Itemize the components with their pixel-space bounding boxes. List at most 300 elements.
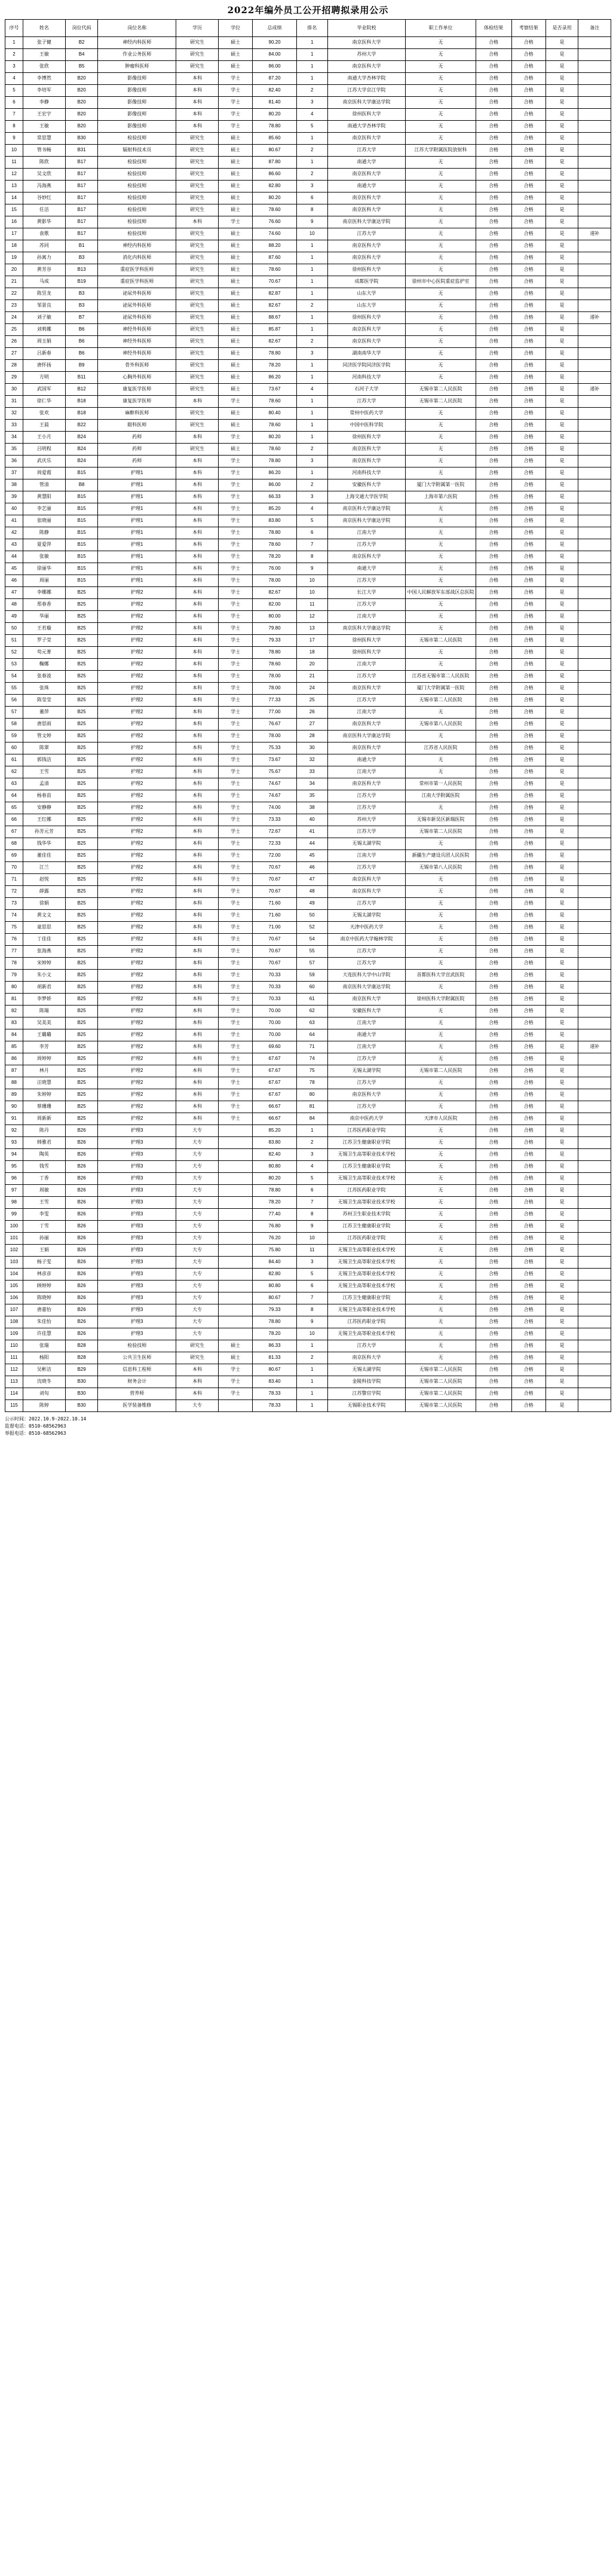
table-row (5, 958, 611, 970)
cell-inspection-result: 合格 (511, 300, 545, 312)
cell-hired: 是 (545, 49, 578, 61)
cell-remark (578, 324, 611, 336)
cell-remark (578, 719, 611, 731)
cell-remark (578, 1352, 611, 1364)
cell-medical-result: 合格 (476, 946, 511, 958)
cell-index: 85 (5, 1041, 23, 1053)
cell-inspection-result: 合格 (511, 826, 545, 838)
cell-remark (578, 551, 611, 563)
cell-rank: 41 (296, 826, 327, 838)
cell-name: 方明 (23, 372, 65, 384)
cell-index: 19 (5, 252, 23, 264)
cell-education: 研究生 (176, 49, 219, 61)
cell-medical-result: 合格 (476, 719, 511, 731)
cell-degree: 学士 (219, 551, 253, 563)
cell-post-code: B24 (65, 432, 98, 444)
cell-school: 江苏大学京江学院 (327, 85, 406, 97)
cell-education: 研究生 (176, 133, 219, 145)
cell-medical-result: 合格 (476, 420, 511, 432)
cell-work-unit: 无 (406, 731, 476, 742)
cell-post-name: 康复医学医师 (98, 384, 176, 396)
cell-total-score: 79.33 (253, 635, 297, 647)
cell-inspection-result: 合格 (511, 133, 545, 145)
cell-remark (578, 408, 611, 420)
cell-hired: 是 (545, 467, 578, 479)
cell-index: 96 (5, 1173, 23, 1185)
cell-degree: 硕士 (219, 336, 253, 348)
cell-post-code: B30 (65, 1400, 98, 1412)
cell-inspection-result: 合格 (511, 683, 545, 695)
cell-inspection-result: 合格 (511, 1281, 545, 1292)
cell-post-name: 护理1 (98, 503, 176, 515)
cell-rank: 7 (296, 1292, 327, 1304)
cell-education: 本科 (176, 1101, 219, 1113)
cell-post-code: B15 (65, 503, 98, 515)
cell-remark (578, 1017, 611, 1029)
cell-education: 本科 (176, 814, 219, 826)
cell-total-score: 81.33 (253, 1352, 297, 1364)
cell-education: 本科 (176, 611, 219, 623)
cell-work-unit: 无 (406, 1101, 476, 1113)
cell-education: 本科 (176, 719, 219, 731)
cell-index: 102 (5, 1245, 23, 1257)
cell-hired: 是 (545, 742, 578, 754)
cell-medical-result: 合格 (476, 683, 511, 695)
cell-remark (578, 1149, 611, 1161)
cell-rank: 13 (296, 623, 327, 635)
cell-post-code: B25 (65, 934, 98, 946)
cell-name: 孟清 (23, 778, 65, 790)
cell-index: 5 (5, 85, 23, 97)
cell-total-score: 87.60 (253, 252, 297, 264)
cell-school: 南京医科大学康达学院 (327, 982, 406, 994)
cell-post-code: B25 (65, 1006, 98, 1017)
cell-post-name: 护理2 (98, 671, 176, 683)
cell-rank: 9 (296, 1221, 327, 1233)
cell-school: 同济医学院同济医学院 (327, 360, 406, 372)
cell-degree: 硕士 (219, 372, 253, 384)
cell-medical-result: 合格 (476, 587, 511, 599)
cell-post-code: B11 (65, 372, 98, 384)
cell-inspection-result: 合格 (511, 1352, 545, 1364)
cell-degree: 学士 (219, 802, 253, 814)
cell-medical-result: 合格 (476, 1400, 511, 1412)
cell-education: 本科 (176, 671, 219, 683)
cell-post-code: B25 (65, 838, 98, 850)
cell-name: 常思慧 (23, 133, 65, 145)
cell-degree: 学士 (219, 1364, 253, 1376)
cell-work-unit: 无 (406, 1041, 476, 1053)
cell-school: 南京医科大学康达学院 (327, 216, 406, 228)
cell-degree: 学士 (219, 503, 253, 515)
table-row (5, 252, 611, 264)
cell-post-code: B13 (65, 264, 98, 276)
cell-school: 江苏大学 (327, 228, 406, 240)
cell-inspection-result: 合格 (511, 958, 545, 970)
cell-work-unit: 无 (406, 1149, 476, 1161)
cell-education: 本科 (176, 623, 219, 635)
cell-medical-result: 合格 (476, 539, 511, 551)
cell-rank: 84 (296, 1113, 327, 1125)
cell-post-name: 护理1 (98, 467, 176, 479)
cell-post-name: 麻醉科医师 (98, 408, 176, 420)
cell-remark (578, 1316, 611, 1328)
cell-remark (578, 1304, 611, 1316)
cell-post-name: 护理2 (98, 898, 176, 910)
cell-name: 刘旬 (23, 1388, 65, 1400)
cell-work-unit: 无锡市第二人民医院 (406, 1376, 476, 1388)
cell-remark (578, 97, 611, 109)
cell-remark (578, 37, 611, 49)
cell-school: 江南大学 (327, 707, 406, 719)
cell-hired: 是 (545, 910, 578, 922)
cell-inspection-result: 合格 (511, 420, 545, 432)
cell-rank: 55 (296, 946, 327, 958)
table-row (5, 133, 611, 145)
table-row (5, 336, 611, 348)
cell-education: 本科 (176, 695, 219, 707)
cell-medical-result: 合格 (476, 133, 511, 145)
cell-hired: 是 (545, 922, 578, 934)
cell-school: 南京医科大学 (327, 169, 406, 181)
cell-education: 本科 (176, 1376, 219, 1388)
cell-name: 郑春香 (23, 599, 65, 611)
cell-remark (578, 432, 611, 444)
cell-rank: 75 (296, 1065, 327, 1077)
cell-index: 17 (5, 228, 23, 240)
cell-school: 南京医科大学康达学院 (327, 623, 406, 635)
cell-rank: 20 (296, 659, 327, 671)
cell-total-score: 76.20 (253, 1233, 297, 1245)
cell-post-name: 护理2 (98, 1029, 176, 1041)
cell-education: 本科 (176, 1017, 219, 1029)
cell-school: 上海交通大学医学院 (327, 491, 406, 503)
cell-remark (578, 922, 611, 934)
cell-medical-result: 合格 (476, 695, 511, 707)
cell-total-score: 79.33 (253, 1304, 297, 1316)
cell-medical-result: 合格 (476, 623, 511, 635)
cell-index: 16 (5, 216, 23, 228)
cell-name: 武庆乐 (23, 456, 65, 467)
cell-hired: 是 (545, 1077, 578, 1089)
cell-inspection-result: 合格 (511, 1197, 545, 1209)
cell-rank: 59 (296, 970, 327, 982)
cell-post-code: B25 (65, 994, 98, 1006)
cell-inspection-result: 合格 (511, 37, 545, 49)
cell-hired: 是 (545, 1340, 578, 1352)
recruitment-results-table (5, 19, 611, 1412)
cell-post-code: B26 (65, 1316, 98, 1328)
cell-school: 南京医科大学康达学院 (327, 503, 406, 515)
table-row (5, 1221, 611, 1233)
cell-post-code: B22 (65, 420, 98, 432)
cell-index: 47 (5, 587, 23, 599)
cell-degree: 学士 (219, 491, 253, 503)
cell-medical-result: 合格 (476, 575, 511, 587)
cell-medical-result: 合格 (476, 671, 511, 683)
cell-inspection-result: 合格 (511, 1400, 545, 1412)
cell-medical-result: 合格 (476, 1077, 511, 1089)
cell-post-name: 护理3 (98, 1257, 176, 1269)
cell-hired: 是 (545, 958, 578, 970)
cell-school: 中国中医科学院 (327, 420, 406, 432)
cell-total-score: 70.67 (253, 946, 297, 958)
cell-medical-result: 合格 (476, 288, 511, 300)
cell-school: 江苏卫生健康职业学院 (327, 1292, 406, 1304)
cell-medical-result: 合格 (476, 300, 511, 312)
cell-degree: 学士 (219, 73, 253, 85)
cell-index: 69 (5, 850, 23, 862)
cell-post-code: B25 (65, 1053, 98, 1065)
cell-index: 68 (5, 838, 23, 850)
cell-education: 本科 (176, 515, 219, 527)
cell-work-unit: 无 (406, 372, 476, 384)
cell-hired: 是 (545, 61, 578, 73)
cell-inspection-result: 合格 (511, 444, 545, 456)
cell-index: 30 (5, 384, 23, 396)
cell-remark (578, 1209, 611, 1221)
table-row (5, 228, 611, 240)
cell-work-unit: 无 (406, 192, 476, 204)
cell-post-code: B17 (65, 204, 98, 216)
cell-medical-result: 合格 (476, 456, 511, 467)
cell-medical-result: 合格 (476, 324, 511, 336)
cell-total-score: 88.67 (253, 312, 297, 324)
cell-post-code: B15 (65, 515, 98, 527)
cell-inspection-result: 合格 (511, 1257, 545, 1269)
table-row (5, 1316, 611, 1328)
cell-school: 江苏大学 (327, 826, 406, 838)
cell-index: 73 (5, 898, 23, 910)
cell-school: 无锡卫生高等职业技术学校 (327, 1173, 406, 1185)
cell-total-score: 76.80 (253, 1221, 297, 1233)
cell-total-score: 82.40 (253, 85, 297, 97)
cell-index: 108 (5, 1316, 23, 1328)
cell-index: 10 (5, 145, 23, 157)
cell-work-unit: 无 (406, 563, 476, 575)
cell-rank: 24 (296, 683, 327, 695)
cell-index: 110 (5, 1340, 23, 1352)
cell-degree: 学士 (219, 683, 253, 695)
cell-remark (578, 240, 611, 252)
cell-degree: 学士 (219, 934, 253, 946)
cell-education: 本科 (176, 1029, 219, 1041)
cell-education: 大专 (176, 1173, 219, 1185)
cell-education: 研究生 (176, 336, 219, 348)
cell-index: 8 (5, 121, 23, 133)
cell-post-code: B25 (65, 886, 98, 898)
cell-name: 李芳 (23, 1041, 65, 1053)
cell-rank: 3 (296, 456, 327, 467)
cell-inspection-result: 合格 (511, 934, 545, 946)
cell-medical-result: 合格 (476, 515, 511, 527)
cell-rank: 26 (296, 707, 327, 719)
cell-name: 董萍 (23, 707, 65, 719)
cell-hired: 是 (545, 216, 578, 228)
cell-name: 林彦彦 (23, 1269, 65, 1281)
cell-index: 105 (5, 1281, 23, 1292)
cell-remark (578, 1089, 611, 1101)
cell-inspection-result: 合格 (511, 946, 545, 958)
table-row (5, 396, 611, 408)
cell-post-name: 药师 (98, 444, 176, 456)
cell-rank: 1 (296, 408, 327, 420)
cell-hired: 是 (545, 1149, 578, 1161)
cell-degree: 硕士 (219, 324, 253, 336)
cell-post-code: B20 (65, 109, 98, 121)
cell-name: 薛露 (23, 886, 65, 898)
cell-name: 周婷婷 (23, 1053, 65, 1065)
cell-name: 林月 (23, 1065, 65, 1077)
cell-degree: 学士 (219, 910, 253, 922)
cell-rank: 1 (296, 157, 327, 169)
cell-index: 29 (5, 372, 23, 384)
cell-index: 53 (5, 659, 23, 671)
table-row (5, 766, 611, 778)
cell-rank: 10 (296, 587, 327, 599)
table-row (5, 300, 611, 312)
table-row (5, 1340, 611, 1352)
cell-index: 112 (5, 1364, 23, 1376)
cell-index: 14 (5, 192, 23, 204)
cell-education: 本科 (176, 982, 219, 994)
cell-medical-result: 合格 (476, 73, 511, 85)
cell-work-unit: 无 (406, 1125, 476, 1137)
cell-name: 朱佳怡 (23, 1316, 65, 1328)
cell-total-score: 86.20 (253, 467, 297, 479)
cell-post-name: 护理2 (98, 802, 176, 814)
table-row (5, 61, 611, 73)
cell-degree: 硕士 (219, 1352, 253, 1364)
cell-medical-result: 合格 (476, 1029, 511, 1041)
cell-post-name: 护理2 (98, 1006, 176, 1017)
cell-hired: 是 (545, 1352, 578, 1364)
cell-education: 本科 (176, 479, 219, 491)
cell-inspection-result: 合格 (511, 1328, 545, 1340)
cell-rank: 8 (296, 1304, 327, 1316)
table-row (5, 1125, 611, 1137)
cell-remark (578, 1029, 611, 1041)
cell-index: 43 (5, 539, 23, 551)
cell-rank: 38 (296, 802, 327, 814)
cell-medical-result: 合格 (476, 1101, 511, 1113)
table-row (5, 503, 611, 515)
table-row (5, 994, 611, 1006)
cell-degree: 学士 (219, 994, 253, 1006)
table-row (5, 1053, 611, 1065)
cell-total-score: 78.60 (253, 659, 297, 671)
cell-education: 研究生 (176, 240, 219, 252)
cell-education: 大专 (176, 1269, 219, 1281)
cell-post-code: B20 (65, 97, 98, 109)
cell-hired: 是 (545, 563, 578, 575)
cell-inspection-result: 合格 (511, 910, 545, 922)
cell-post-code: B25 (65, 850, 98, 862)
cell-degree: 学士 (219, 121, 253, 133)
cell-education: 本科 (176, 898, 219, 910)
cell-education: 本科 (176, 707, 219, 719)
cell-degree: 学士 (219, 695, 253, 707)
cell-index: 32 (5, 408, 23, 420)
cell-post-code: B26 (65, 1328, 98, 1340)
cell-hired: 是 (545, 157, 578, 169)
cell-school: 南京医科大学 (327, 886, 406, 898)
cell-degree: 学士 (219, 970, 253, 982)
cell-post-name: 护理2 (98, 838, 176, 850)
cell-name: 郭钱洁 (23, 754, 65, 766)
cell-remark (578, 599, 611, 611)
cell-inspection-result: 合格 (511, 1185, 545, 1197)
cell-post-name: 护理2 (98, 623, 176, 635)
cell-name: 冯海燕 (23, 181, 65, 192)
cell-post-code: B25 (65, 587, 98, 599)
cell-remark (578, 85, 611, 97)
table-row (5, 1292, 611, 1304)
cell-rank: 3 (296, 97, 327, 109)
cell-hired: 是 (545, 934, 578, 946)
cell-remark (578, 181, 611, 192)
cell-medical-result: 合格 (476, 611, 511, 623)
cell-medical-result: 合格 (476, 479, 511, 491)
cell-work-unit: 无 (406, 503, 476, 515)
cell-index: 55 (5, 683, 23, 695)
cell-post-name: 护理2 (98, 922, 176, 934)
cell-education: 研究生 (176, 312, 219, 324)
cell-total-score: 76.00 (253, 563, 297, 575)
cell-total-score: 72.00 (253, 850, 297, 862)
cell-medical-result: 合格 (476, 886, 511, 898)
cell-hired: 是 (545, 1161, 578, 1173)
cell-post-code: B9 (65, 360, 98, 372)
cell-post-code: B15 (65, 467, 98, 479)
cell-degree: 学士 (219, 814, 253, 826)
cell-hired: 是 (545, 647, 578, 659)
cell-remark (578, 802, 611, 814)
cell-work-unit: 无 (406, 1089, 476, 1101)
cell-inspection-result: 合格 (511, 360, 545, 372)
cell-post-name: 护理3 (98, 1149, 176, 1161)
table-row (5, 121, 611, 133)
cell-medical-result: 合格 (476, 37, 511, 49)
cell-inspection-result: 合格 (511, 898, 545, 910)
cell-rank: 2 (296, 300, 327, 312)
cell-name: 陈静 (23, 527, 65, 539)
cell-index: 33 (5, 420, 23, 432)
cell-rank: 10 (296, 575, 327, 587)
cell-index: 31 (5, 396, 23, 408)
cell-work-unit: 无锡市第二人民医院 (406, 1388, 476, 1400)
cell-degree: 硕士 (219, 408, 253, 420)
cell-inspection-result: 合格 (511, 1065, 545, 1077)
cell-inspection-result: 合格 (511, 456, 545, 467)
cell-school: 安徽医科大学 (327, 479, 406, 491)
cell-work-unit: 无 (406, 204, 476, 216)
cell-work-unit: 无 (406, 754, 476, 766)
table-row (5, 790, 611, 802)
cell-post-name: 医学装备维修 (98, 1400, 176, 1412)
cell-name: 张珠 (23, 683, 65, 695)
cell-work-unit: 无锡市第二人民医院 (406, 396, 476, 408)
cell-name: 马成 (23, 276, 65, 288)
cell-total-score: 71.60 (253, 898, 297, 910)
cell-medical-result: 合格 (476, 157, 511, 169)
cell-post-code: B26 (65, 1161, 98, 1173)
cell-remark: 递补 (578, 1041, 611, 1053)
cell-school: 南通大学 (327, 1029, 406, 1041)
cell-total-score: 85.20 (253, 1125, 297, 1137)
cell-work-unit: 无 (406, 264, 476, 276)
cell-remark (578, 766, 611, 778)
